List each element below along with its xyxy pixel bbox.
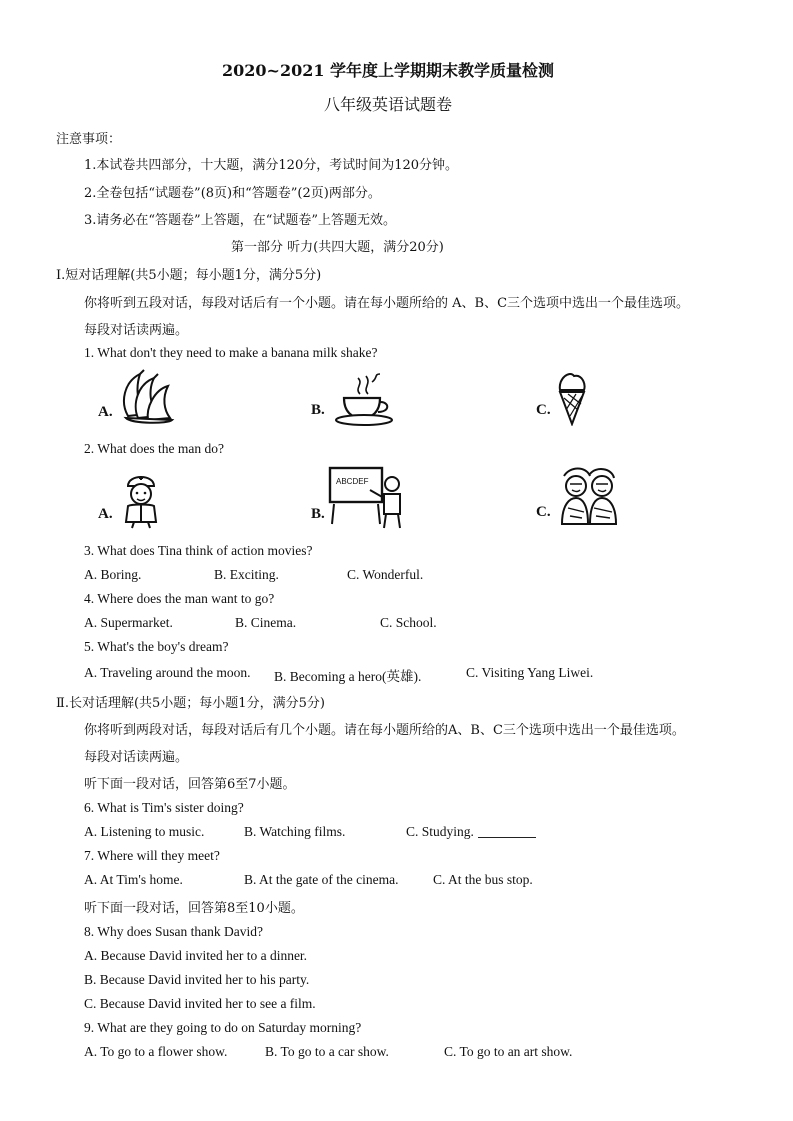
question-2: 2. What does the man do?: [84, 441, 224, 456]
notes-heading: 注意事项：: [56, 132, 122, 147]
question-7: 7. Where will they meet?: [84, 848, 220, 863]
question-9: 9. What are they going to do on Saturday morning?: [84, 1020, 362, 1035]
note-item: 3.请务必在“答题卷”上答题，在“试题卷”上答题无效。: [84, 213, 396, 228]
q9-option-b: B. To go to a car show.: [265, 1044, 389, 1059]
section2-heading: Ⅱ.长对话理解(共5小题；每小题1分，满分5分): [56, 696, 325, 711]
q6-option-b: B. Watching films.: [244, 824, 346, 839]
q8-option-c: C. Because David invited her to see a film.: [84, 996, 316, 1011]
doctor-icon: [118, 472, 164, 530]
question-5: 5. What's the boy's dream?: [84, 639, 229, 654]
question-8: 8. Why does Susan thank David?: [84, 924, 263, 939]
q3-option-a: A. Boring.: [84, 567, 142, 582]
section1-instruction: 每段对话读两遍。: [84, 323, 189, 338]
q1-option-b-label: B.: [311, 402, 325, 418]
q6-option-c-text: C. Studying.: [406, 824, 474, 839]
question-1: 1. What don't they need to make a banana milk shake?: [84, 345, 378, 360]
q7-option-c: C. At the bus stop.: [433, 872, 533, 887]
q3-option-c: C. Wonderful.: [347, 567, 424, 582]
q8-option-a: A. Because David invited her to a dinner.: [84, 948, 308, 963]
ice-cream-icon: [556, 370, 588, 426]
teacher-icon: [326, 464, 408, 530]
q6-option-c: [406, 824, 536, 840]
q4-option-c: C. School.: [380, 615, 437, 630]
q5-option-c: C. Visiting Yang Liwei.: [466, 665, 594, 680]
dialog-1-note: 听下面一段对话，回答第6至7小题。: [84, 777, 296, 792]
q7-option-a: A. At Tim's home.: [84, 872, 183, 887]
q6-option-a: A. Listening to music.: [84, 824, 205, 839]
q5-option-b: B. Becoming a hero(英雄).: [274, 669, 422, 684]
coffee-cup-icon: [334, 372, 396, 426]
q4-option-b: B. Cinema.: [235, 615, 297, 630]
exam-title: 2020~2021 学年度上学期期末教学质量检测: [222, 61, 555, 80]
dialog-2-note: 听下面一段对话，回答第8至10小题。: [84, 901, 304, 916]
q1-option-c-label: C.: [536, 402, 551, 418]
performers-icon: [556, 464, 622, 528]
q9-option-c: C. To go to an art show.: [444, 1044, 573, 1059]
q7-option-b: B. At the gate of the cinema.: [244, 872, 399, 887]
part1-heading: 第一部分 听力(共四大题，满分20分): [231, 240, 444, 255]
section2-instruction: 你将听到两段对话，每段对话后有几个小题。请在每小题所给的A、B、C三个选项中选出一个最佳选项。: [84, 723, 685, 738]
q2-option-a-label: A.: [98, 506, 113, 522]
question-4: 4. Where does the man want to go?: [84, 591, 275, 606]
answer-blank: [478, 825, 536, 838]
exam-subtitle: 八年级英语试题卷: [324, 95, 453, 114]
q8-option-b: B. Because David invited her to his party.: [84, 972, 310, 987]
q2-option-c-label: C.: [536, 504, 551, 520]
q1-option-a-label: A.: [98, 404, 113, 420]
section1-heading: Ⅰ.短对话理解(共5小题；每小题1分，满分5分): [56, 268, 322, 283]
q4-option-a: A. Supermarket.: [84, 615, 173, 630]
question-6: 6. What is Tim's sister doing?: [84, 800, 244, 815]
note-item: 1.本试卷共四部分，十大题，满分120分，考试时间为120分钟。: [84, 158, 459, 173]
section2-instruction: 每段对话读两遍。: [84, 750, 189, 765]
note-item: 2.全卷包括“试题卷”(8页)和“答题卷”(2页)两部分。: [84, 186, 381, 201]
q2-option-b-label: B.: [311, 506, 325, 522]
q3-option-b: B. Exciting.: [214, 567, 279, 582]
q9-option-a: A. To go to a flower show.: [84, 1044, 228, 1059]
section1-instruction: 你将听到五段对话，每段对话后有一个小题。请在每小题所给的 A、B、C三个选项中选出一个最佳选项。: [84, 296, 690, 311]
bananas-icon: [118, 368, 180, 426]
q5-option-a: A. Traveling around the moon.: [84, 665, 251, 680]
question-3: 3. What does Tina think of action movies?: [84, 543, 313, 558]
blackboard-text: ABCDEF: [336, 477, 369, 486]
